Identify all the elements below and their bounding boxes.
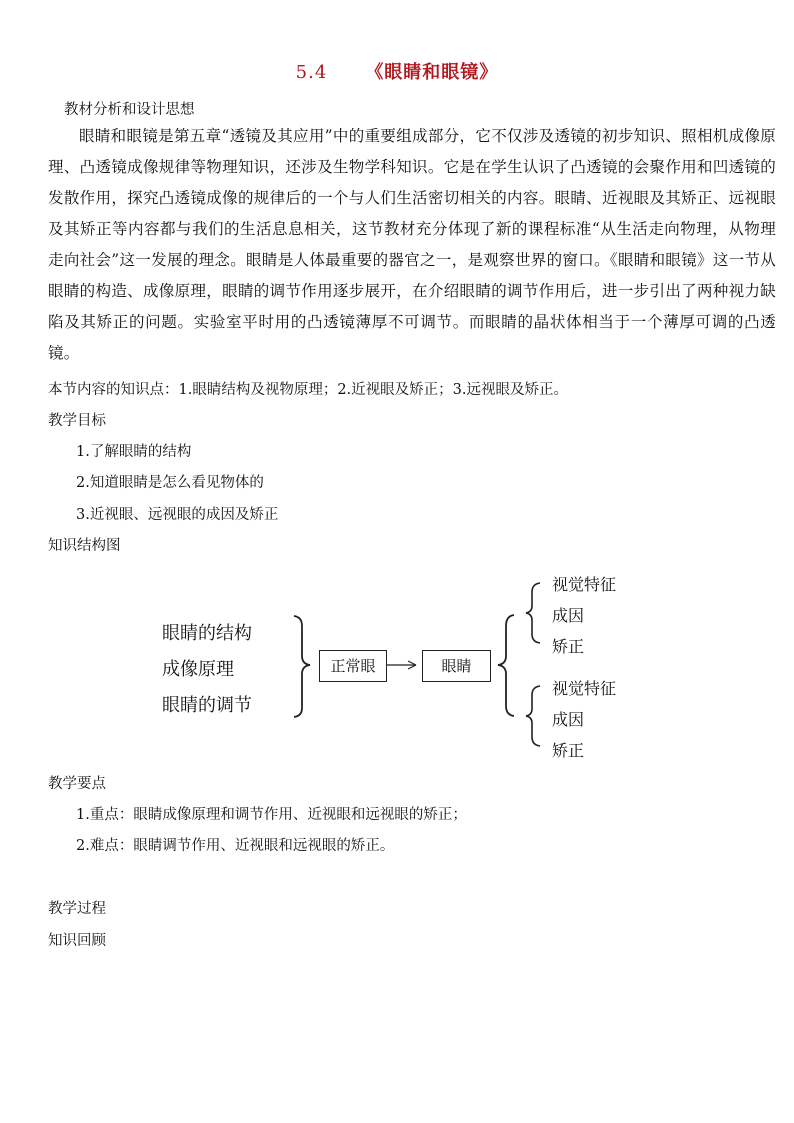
diagram-left-item: 眼睛的调节 bbox=[162, 695, 252, 716]
right-brace bbox=[498, 615, 514, 716]
knowledge-points: 本节内容的知识点：1.眼睛结构及视物原理；2.近视眼及矫正；3.远视眼及矫正。 bbox=[48, 382, 569, 398]
upper-branch-item: 视觉特征 bbox=[552, 575, 617, 594]
lower-branch-item: 矫正 bbox=[552, 741, 585, 760]
box-eye: 眼睛 bbox=[422, 650, 491, 682]
upper-brace bbox=[526, 583, 540, 643]
section-heading-keypoints: 教学要点 bbox=[48, 776, 106, 792]
lower-branch-item: 视觉特征 bbox=[552, 679, 617, 698]
section-heading-analysis: 教材分析和设计思想 bbox=[64, 102, 195, 118]
section-heading-review: 知识回顾 bbox=[48, 933, 106, 949]
lower-branch-item: 成因 bbox=[552, 710, 585, 729]
section-heading-process: 教学过程 bbox=[48, 901, 106, 917]
analysis-paragraph: 眼睛和眼镜是第五章“透镜及其应用”中的重要组成部分，它不仅涉及透镜的初步知识、照相机成像原理、凸透镜成像规律等物理知识，还涉及生物学科知识。它是在学生认识了凸透镜的会聚作用和凹透镜的发散作用，探究凸透镜成像的规律后的一个与人们生活密切相关的内容。眼睛、近视眼及其矫正、远视眼及其矫正等内容都与我们的生活息息相关，这节教材充分体现了新的课程标准“从生活走向物理，从物理走向社会”这一发展的理念。眼睛是人体最重要的器官之一，是观察世界的窗口。《眼睛和眼镜》这一节从眼睛的构造、成像原理，眼睛的调节作用逐步展开，在介绍眼睛的调节作用后，进一步引出了两种视力缺陷及其矫正的问题。实验室平时用的凸透镜薄厚不可调节。而眼睛的晶状体相当于一个薄厚可调的凸透镜。 bbox=[48, 127, 776, 362]
upper-branch-item: 成因 bbox=[552, 606, 585, 625]
goal-item: 3.近视眼、远视眼的成因及矫正 bbox=[76, 507, 279, 523]
diagram-left-item: 眼睛的结构 bbox=[162, 623, 252, 644]
title-text: 《眼睛和眼镜》 bbox=[365, 62, 499, 83]
diagram-left-item: 成像原理 bbox=[162, 659, 234, 680]
box-normal-eye: 正常眼 bbox=[319, 650, 387, 682]
keypoint-item: 1.重点：眼睛成像原理和调节作用、近视眼和远视眼的矫正； bbox=[76, 807, 467, 823]
title-number: 5.4 bbox=[295, 62, 328, 83]
section-heading-goals: 教学目标 bbox=[48, 413, 106, 429]
left-brace bbox=[294, 616, 310, 717]
goal-item: 1.了解眼睛的结构 bbox=[76, 444, 192, 460]
goal-item: 2.知道眼睛是怎么看见物体的 bbox=[76, 475, 264, 491]
keypoint-item: 2.难点：眼睛调节作用、近视眼和远视眼的矫正。 bbox=[76, 838, 395, 854]
section-heading-structure: 知识结构图 bbox=[48, 538, 121, 554]
upper-branch-item: 矫正 bbox=[552, 637, 585, 656]
lower-brace bbox=[526, 686, 540, 746]
